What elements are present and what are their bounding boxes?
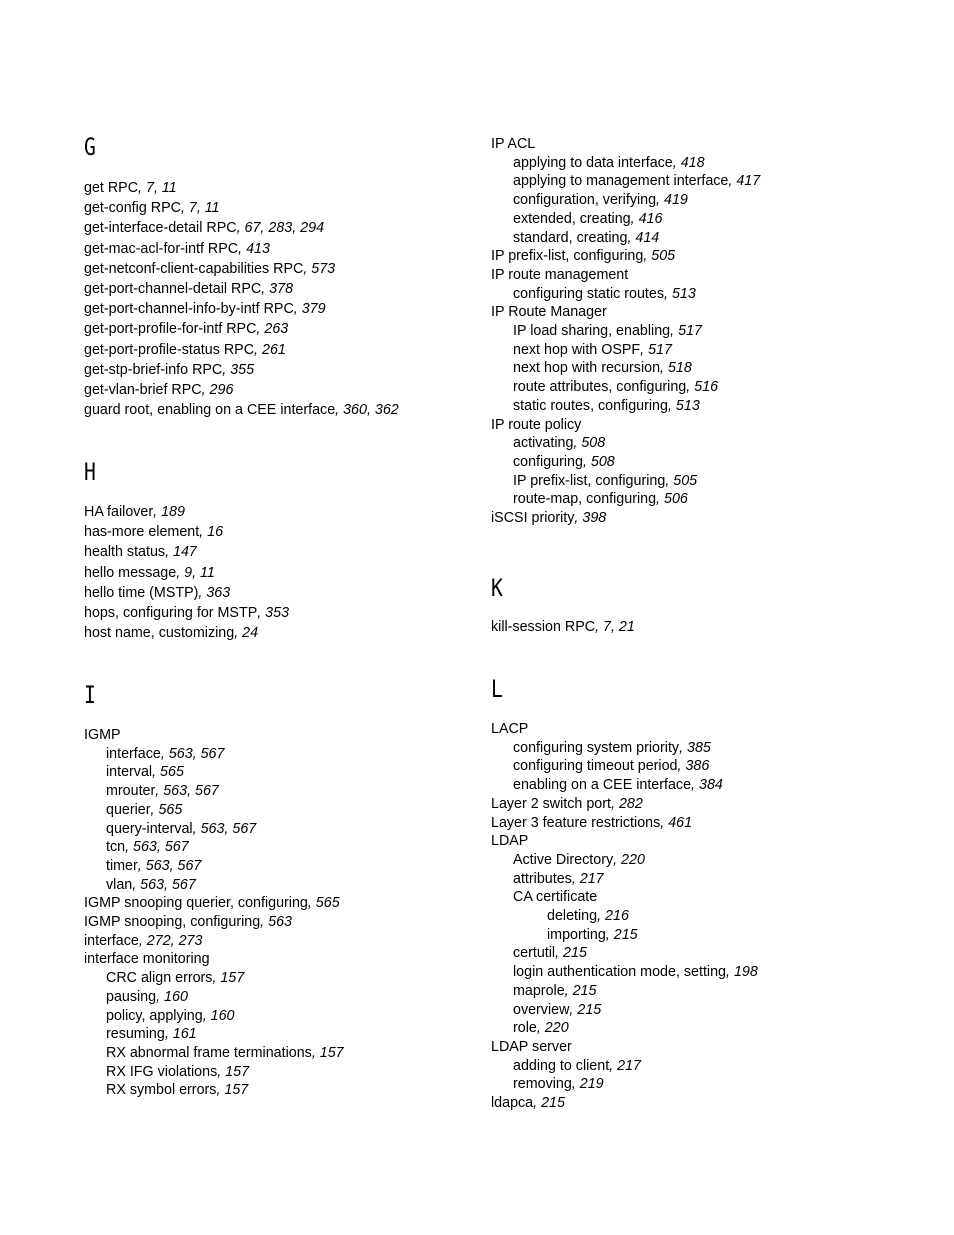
index-term: get-port-channel-detail RPC	[84, 281, 262, 298]
index-term: enabling on a CEE interface	[513, 777, 692, 794]
index-term: querier	[106, 801, 151, 818]
index-entry	[491, 172, 911, 191]
index-term: CRC align errors	[106, 970, 213, 987]
index-term: interface	[106, 745, 161, 762]
index-term: RX IFG violations	[106, 1063, 218, 1080]
index-entry	[84, 838, 474, 857]
index-term: route attributes, configuring	[513, 379, 687, 396]
index-term: deleting	[547, 908, 598, 925]
section-g-entries	[84, 178, 474, 420]
index-entry	[491, 322, 911, 341]
index-term: resuming	[106, 1026, 165, 1043]
index-entry	[84, 820, 474, 839]
index-term: importing	[547, 926, 606, 943]
index-term: IP route policy	[491, 416, 582, 433]
index-entry	[84, 1081, 474, 1100]
index-page-refs: , 398	[574, 510, 607, 527]
index-page-refs: , 565	[150, 801, 183, 818]
index-entry	[491, 963, 911, 982]
index-entry	[491, 453, 911, 472]
index-page-refs: , 573	[303, 260, 336, 277]
index-page-refs: , 414	[627, 229, 660, 246]
index-entry	[84, 782, 474, 801]
index-page-refs: , 67, 283, 294	[236, 220, 325, 237]
index-term: hello time (MSTP)	[84, 584, 199, 601]
index-page-refs: , 7, 21	[595, 619, 635, 635]
index-term: IGMP snooping, configuring	[84, 914, 261, 931]
index-page-refs: , 296	[201, 382, 234, 399]
index-entry	[84, 299, 474, 319]
index-entry	[491, 944, 911, 963]
index-term: kill-session RPC	[491, 619, 596, 635]
index-entry	[491, 795, 911, 814]
index-entry	[491, 434, 911, 453]
index-term: IP prefix-list, configuring	[513, 472, 666, 489]
index-entry	[491, 1001, 911, 1020]
index-entry	[491, 757, 911, 776]
index-page-refs: , 157	[217, 1063, 250, 1080]
index-entry	[84, 894, 474, 913]
index-term: health status	[84, 544, 166, 561]
index-term: IGMP snooping querier, configuring	[84, 895, 308, 912]
index-page-refs: , 353	[257, 605, 290, 622]
index-term: Layer 3 feature restrictions	[491, 814, 661, 831]
index-page-refs: , 417	[728, 173, 761, 190]
index-entry	[84, 279, 474, 299]
index-page-refs: , 563, 567	[132, 876, 196, 893]
index-term: get-stp-brief-info RPC	[84, 361, 223, 378]
index-term: get-port-channel-info-by-intf RPC	[84, 301, 294, 318]
index-term: hello message	[84, 564, 177, 581]
index-entry	[84, 583, 474, 603]
index-entry	[491, 1038, 911, 1057]
index-page-refs: , 215	[533, 1095, 565, 1112]
index-page-refs: , 363	[198, 584, 231, 601]
index-page-refs: , 418	[672, 154, 705, 171]
index-entry	[491, 154, 911, 173]
index-page-refs: , 24	[234, 625, 259, 642]
index-page-refs: , 263	[256, 321, 289, 338]
index-term: ldapca	[491, 1095, 534, 1112]
index-page-refs: , 505	[643, 248, 676, 265]
index-term: get-vlan-brief RPC	[84, 382, 202, 399]
index-entry	[491, 229, 911, 248]
index-page-refs: , 189	[153, 504, 185, 520]
index-entry	[84, 178, 474, 198]
index-entry	[491, 341, 911, 360]
index-entry	[491, 720, 911, 739]
index-entry	[84, 380, 474, 400]
index-term: policy, applying	[106, 1007, 203, 1024]
index-page-refs: , 160	[202, 1007, 235, 1024]
section-i-continued-entries	[491, 135, 911, 528]
index-page-refs: , 518	[660, 360, 692, 377]
index-term: route-map, configuring	[513, 491, 657, 508]
index-term: get-config RPC	[84, 200, 181, 217]
index-page-refs: , 220	[536, 1020, 569, 1037]
index-entry	[491, 285, 911, 304]
index-term: standard, creating	[513, 229, 628, 246]
index-term: role	[513, 1020, 537, 1037]
index-term: IP Route Manager	[491, 304, 607, 321]
index-entry	[84, 876, 474, 895]
section-heading-l: L	[491, 675, 503, 703]
index-term: Layer 2 switch port	[491, 795, 611, 812]
index-page-refs: , 516	[686, 379, 719, 396]
index-entry	[491, 509, 911, 528]
index-entry	[84, 1007, 474, 1026]
index-page-refs: , 157	[311, 1044, 344, 1061]
index-page-refs: , 261	[254, 341, 286, 358]
index-entry	[491, 191, 911, 210]
index-page-refs: , 508	[582, 453, 615, 470]
index-entry	[491, 1057, 911, 1076]
index-entry	[84, 522, 474, 542]
index-term: HA failover	[84, 504, 154, 520]
index-page-refs: , 461	[660, 814, 693, 831]
index-page-refs: , 563, 567	[192, 820, 257, 837]
index-entry	[491, 135, 911, 154]
index-entry	[84, 259, 474, 279]
index-entry	[491, 210, 911, 229]
index-page-refs: , 282	[611, 795, 643, 812]
section-heading-k: K	[491, 574, 503, 602]
index-page-refs: , 215	[569, 1001, 602, 1018]
index-page-refs: , 563, 567	[160, 745, 225, 762]
index-page-refs: , 563, 567	[155, 783, 219, 800]
index-entry	[84, 198, 474, 218]
index-entry	[84, 623, 474, 643]
index-term: next hop with OSPF	[513, 341, 641, 358]
index-entry	[491, 247, 911, 266]
index-page-refs: , 565	[307, 895, 340, 912]
index-page-refs: , 508	[573, 435, 606, 452]
index-page-refs: , 386	[677, 758, 710, 775]
index-entry	[491, 359, 911, 378]
index-entry	[84, 319, 474, 339]
index-page-refs: , 7, 11	[138, 180, 177, 196]
index-entry	[491, 907, 911, 926]
index-term: IGMP	[84, 727, 121, 743]
index-entry	[491, 303, 911, 322]
index-entry	[84, 1025, 474, 1044]
index-term: tcn	[106, 839, 126, 856]
index-entry	[84, 913, 474, 932]
index-page-refs: , 563, 567	[125, 839, 189, 856]
index-term: login authentication mode, setting	[513, 964, 727, 981]
index-entry	[491, 739, 911, 758]
index-term: configuring static routes	[513, 285, 664, 302]
index-page-refs: , 385	[679, 739, 711, 756]
index-term: vlan	[106, 876, 133, 893]
index-term: query-interval	[106, 820, 193, 837]
index-page-refs: , 272, 273	[138, 932, 203, 949]
index-entry	[84, 563, 474, 583]
index-term: interval	[106, 764, 153, 781]
index-entry	[84, 950, 474, 969]
index-entry	[84, 340, 474, 360]
index-term: extended, creating	[513, 210, 631, 227]
index-term: maprole	[513, 982, 565, 999]
section-heading-g: G	[84, 133, 96, 161]
index-page-refs: , 157	[216, 1082, 249, 1099]
section-i-entries	[84, 726, 474, 1100]
index-term: get-mac-acl-for-intf RPC	[84, 240, 239, 257]
index-page-refs: , 360, 362	[335, 402, 399, 419]
index-page-refs: , 215	[605, 926, 638, 943]
index-entry	[84, 726, 474, 745]
index-term: iSCSI priority	[491, 510, 575, 527]
index-term: has-more element	[84, 524, 200, 541]
index-term: IP prefix-list, configuring	[491, 248, 644, 265]
index-page-refs: , 513	[664, 285, 696, 302]
index-entry	[84, 857, 474, 876]
index-entry	[84, 988, 474, 1007]
index-term: CA certificate	[513, 889, 598, 906]
index-page-refs: , 355	[222, 361, 255, 378]
index-page-refs: , 160	[156, 988, 188, 1005]
index-page-refs: , 563, 567	[137, 857, 202, 874]
index-page-refs: , 217	[571, 870, 604, 887]
index-entry	[491, 926, 911, 945]
index-term: removing	[513, 1076, 572, 1093]
index-term: certutil	[513, 945, 556, 962]
index-page-refs: , 161	[164, 1026, 197, 1043]
index-term: IP ACL	[491, 136, 536, 152]
index-term: hops, configuring for MSTP	[84, 605, 258, 622]
index-page-refs: , 16	[199, 524, 224, 541]
index-term: Active Directory	[513, 851, 614, 868]
index-term: adding to client	[513, 1057, 610, 1074]
index-page-refs: , 219	[571, 1076, 604, 1093]
index-page-refs: , 563	[260, 914, 292, 931]
index-entry	[84, 360, 474, 380]
index-term: interface monitoring	[84, 951, 210, 968]
index-entry	[84, 542, 474, 562]
index-term: configuring system priority	[513, 739, 680, 756]
index-term: interface	[84, 932, 139, 949]
index-term: LDAP server	[491, 1038, 572, 1055]
index-term: LACP	[491, 721, 529, 737]
section-k-entries	[491, 617, 911, 637]
index-entry	[491, 1075, 911, 1094]
index-term: pausing	[106, 988, 157, 1005]
index-page-refs: , 416	[630, 210, 663, 227]
index-page-refs: , 216	[597, 908, 629, 925]
index-entry	[491, 378, 911, 397]
index-page-refs: , 517	[640, 341, 672, 358]
index-entry	[491, 416, 911, 435]
index-entry	[491, 982, 911, 1001]
index-term: RX symbol errors	[106, 1082, 217, 1099]
index-term: activating	[513, 435, 574, 452]
index-term: mrouter	[106, 783, 156, 800]
index-term: get RPC	[84, 180, 139, 196]
index-page-refs: , 157	[212, 970, 245, 987]
index-term: configuring timeout period	[513, 758, 678, 775]
index-term: guard root, enabling on a CEE interface	[84, 402, 336, 419]
index-term: get-interface-detail RPC	[84, 220, 237, 237]
index-entry	[491, 870, 911, 889]
index-entry	[84, 1063, 474, 1082]
section-heading-i: I	[84, 681, 96, 709]
index-entry	[84, 400, 474, 420]
index-entry	[84, 603, 474, 623]
index-entry	[84, 239, 474, 259]
index-page-refs: , 220	[613, 851, 645, 868]
index-entry	[84, 1044, 474, 1063]
index-page-refs: , 198	[726, 964, 758, 981]
index-entry	[491, 266, 911, 285]
index-entry	[491, 472, 911, 491]
index-entry	[491, 776, 911, 795]
index-page-refs: , 147	[165, 544, 197, 561]
index-entry	[491, 814, 911, 833]
index-term: LDAP	[491, 833, 529, 850]
index-entry	[84, 745, 474, 764]
index-entry	[84, 801, 474, 820]
index-term: RX abnormal frame terminations	[106, 1044, 312, 1061]
index-term: static routes, configuring	[513, 397, 668, 414]
index-term: configuring	[513, 453, 583, 470]
index-term: configuration, verifying	[513, 192, 657, 209]
index-entry	[491, 888, 911, 907]
index-page-refs: , 419	[656, 192, 688, 209]
index-page-refs: , 517	[670, 323, 702, 340]
index-page-refs: , 217	[609, 1057, 641, 1074]
section-l-entries	[491, 720, 911, 1113]
index-entry	[84, 763, 474, 782]
index-page-refs: , 505	[665, 472, 698, 489]
index-page-refs: , 506	[656, 491, 688, 508]
index-page-refs: , 384	[691, 777, 723, 794]
index-page-refs: , 215	[555, 945, 587, 962]
index-entry	[491, 617, 911, 637]
index-entry	[84, 932, 474, 951]
index-page-refs: , 378	[261, 281, 294, 298]
index-term: get-port-profile-for-intf RPC	[84, 321, 257, 338]
index-page-refs: , 379	[293, 301, 326, 318]
index-term: applying to data interface	[513, 154, 673, 171]
index-entry	[491, 1019, 911, 1038]
section-heading-h: H	[84, 458, 96, 486]
index-term: attributes	[513, 870, 572, 887]
index-entry	[84, 502, 474, 522]
index-term: next hop with recursion	[513, 360, 661, 377]
index-page-refs: , 565	[152, 764, 184, 781]
index-page-refs: , 9, 11	[176, 564, 215, 581]
index-entry	[491, 832, 911, 851]
index-term: get-port-profile-status RPC	[84, 341, 255, 358]
index-entry	[491, 397, 911, 416]
index-term: applying to management interface	[513, 173, 729, 190]
index-term: timer	[106, 857, 138, 874]
section-h-entries	[84, 502, 474, 643]
index-entry	[491, 1094, 911, 1113]
index-entry	[84, 218, 474, 238]
index-term: get-netconf-client-capabilities RPC	[84, 260, 304, 277]
index-term: IP load sharing, enabling	[513, 323, 671, 340]
index-entry	[491, 851, 911, 870]
index-entry	[84, 969, 474, 988]
index-page-refs: , 215	[564, 982, 597, 999]
index-term: overview	[513, 1001, 570, 1018]
index-page-refs: , 413	[238, 240, 270, 257]
index-page-refs: , 7, 11	[180, 200, 220, 217]
index-entry	[491, 490, 911, 509]
index-page-refs: , 513	[667, 397, 700, 414]
index-term: IP route management	[491, 266, 629, 283]
index-term: host name, customizing	[84, 625, 235, 642]
